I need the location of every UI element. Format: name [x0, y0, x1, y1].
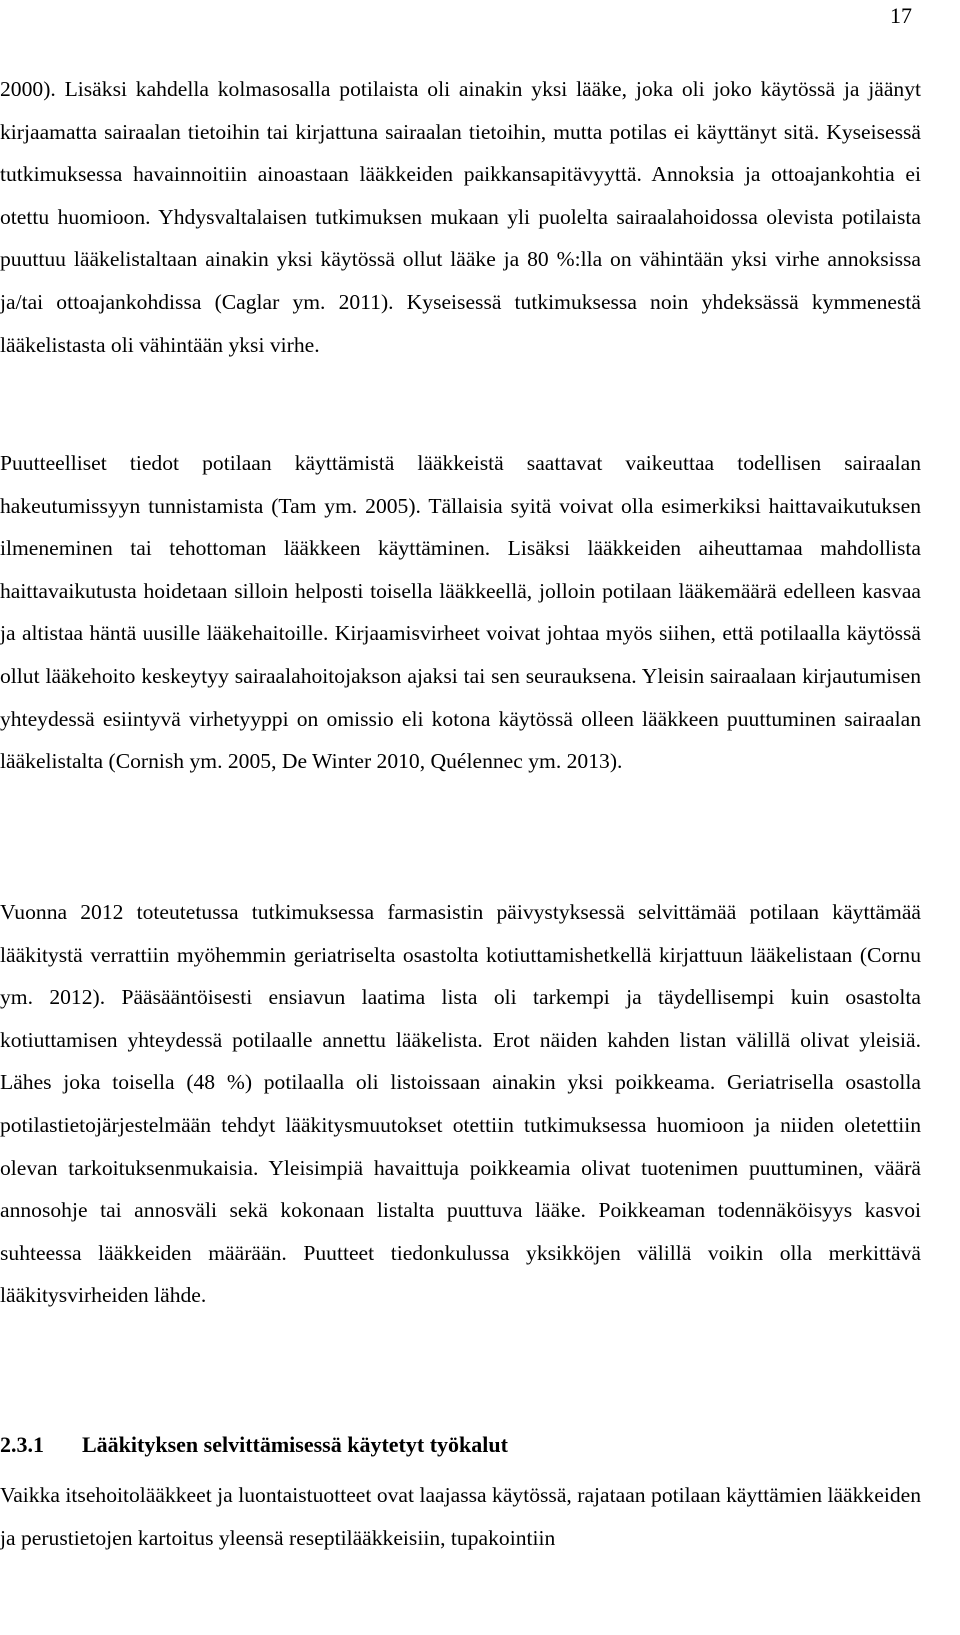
paragraph-1: 2000). Lisäksi kahdella kolmasosalla potilaista oli ainakin yksi lääke, joka oli joko käytössä ja jäänyt kirjaamatta sairaalan tietoihin tai kirjattuna sairaalan tietoihin, mutta potilas ei käyttänyt sitä. Kyseisessä tutkimuksessa havainnoitiin ainoastaan lääkkeiden paikkansapitävyyttä. Annoksia ja ottoajankohtia ei otettu huomioon. Yhdysvaltalaisen tutkimuksen mukaan yli puolelta sairaalahoidossa olevista potilaista puuttuu lääkelistaltaan ainakin yksi käytössä ollut lääke ja 80 %:lla on vähintään yksi virhe annoksissa ja/tai ottoajankohdissa (Caglar ym. 2011). Kyseisessä tutkimuksessa noin yhdeksässä kymmenestä lääkelistasta oli vähintään yksi virhe.: [0, 77, 921, 357]
section-number: 2.3.1: [0, 1432, 44, 1457]
paragraph-4: Vaikka itsehoitolääkkeet ja luontaistuotteet ovat laajassa käytössä, rajataan potilaan käyttämien lääkkeiden ja perustietojen kartoitus yleensä reseptilääkkeisiin, tupakointiin: [0, 1483, 921, 1550]
section-heading: [0, 1424, 921, 1466]
paragraph-3: Vuonna 2012 toteutetussa tutkimuksessa farmasistin päivystyksessä selvittämää potilaan käyttämää lääkitystä verrattiin myöhemmin geriatriselta osastolta kotiuttamishetkellä kirjattuun lääkelistaan (Cornu ym. 2012). Pääsääntöisesti ensiavun laatima lista oli tarkempi ja täydellisempi kuin osastolta kotiuttamisen yhteydessä potilaalle annettu lääkelista. Erot näiden kahden listan välillä olivat yleisiä. Lähes joka toisella (48 %) potilaalla oli listoissaan ainakin yksi poikkeama. Geriatrisella osastolla potilastietojärjestelmään tehdyt lääkitysmuutokset otettiin tutkimuksessa huomioon ja niiden oletettiin olevan tarkoituksenmukaisia. Yleisimpiä havaittuja poikkeamia olivat tuotenimen puuttuminen, väärä annosohje tai annosväli sekä kokonaan listalta puuttuva lääke. Poikkeaman todennäköisyys kasvoi suhteessa lääkkeiden määrään. Puutteet tiedonkulussa yksikköjen välillä voikin olla merkittävä lääkitysvirheiden lähde.: [0, 900, 921, 1308]
section-title: Lääkityksen selvittämisessä käytetyt työkalut: [82, 1432, 508, 1457]
page-number: 17: [890, 3, 912, 28]
paragraph-2: Puutteelliset tiedot potilaan käyttämistä lääkkeistä saattavat vaikeuttaa todellisen sairaalan hakeutumissyyn tunnistamista (Tam ym. 2005). Tällaisia syitä voivat olla esimerkiksi haittavaikutuksen ilmeneminen tai tehottoman lääkkeen käyttäminen. Lisäksi lääkkeiden aiheuttamaa mahdollista haittavaikutusta hoidetaan silloin helposti toisella lääkkeellä, jolloin potilaan lääkemäärä edelleen kasvaa ja altistaa häntä uusille lääkehaitoille. Kirjaamisvirheet voivat johtaa myös siihen, että potilaalla käytössä ollut lääkehoito keskeytyy sairaalahoitojakson ajaksi tai sen seurauksena. Yleisin sairaalaan kirjautumisen yhteydessä esiintyvä virhetyyppi on omissio eli kotona käytössä olleen lääkkeen puuttuminen sairaalan lääkelistalta (Cornish ym. 2005, De Winter 2010, Quélennec ym. 2013).: [0, 451, 921, 774]
